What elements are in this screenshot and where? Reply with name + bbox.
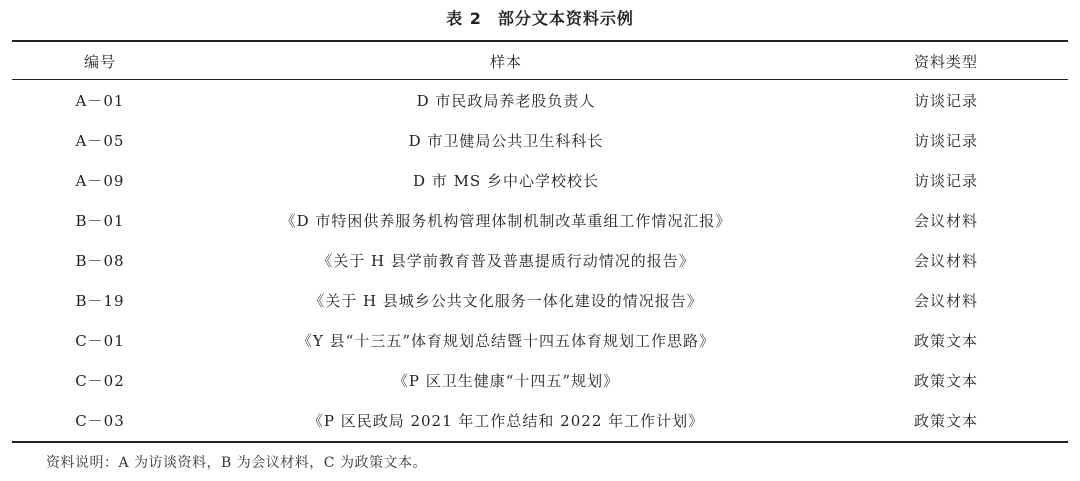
row-sample: 《P 区卫生健康“十四五”规划》: [392, 371, 620, 390]
row-type: 政策文本: [913, 411, 978, 430]
row-sample: D 市 MS 乡中心学校校长: [413, 171, 599, 190]
row-id: A－05: [75, 131, 125, 150]
row-sample: 《关于 H 县学前教育普及普惠提质行动情况的报告》: [317, 251, 695, 270]
row-sample: 《关于 H 县城乡公共文化服务一体化建设的情况报告》: [309, 291, 703, 310]
table-row: [12, 120, 1068, 160]
row-id: B－08: [75, 251, 125, 270]
table-row: [12, 80, 1068, 120]
row-sample: D 市民政局养老股负责人: [416, 91, 596, 110]
row-id: B－19: [75, 291, 125, 310]
table-caption: [0, 6, 1080, 29]
row-id: A－09: [75, 171, 125, 190]
row-type: 政策文本: [913, 331, 978, 350]
table-note: 资料说明：A 为访谈资料，B 为会议材料，C 为政策文本。: [46, 455, 427, 471]
row-type: 访谈记录: [913, 171, 978, 190]
row-id: B－01: [75, 211, 125, 230]
row-type: 会议材料: [913, 211, 978, 230]
row-sample: 《P 区民政局 2021 年工作总结和 2022 年工作计划》: [307, 411, 705, 430]
row-type: 访谈记录: [913, 131, 978, 150]
row-id: C－02: [75, 371, 125, 390]
row-id: C－01: [75, 331, 125, 350]
table-row: [12, 160, 1068, 200]
table-bottom-rule: [12, 441, 1068, 443]
row-sample: D 市卫健局公共卫生科科长: [408, 131, 604, 150]
table-row: [12, 240, 1068, 280]
row-id: C－03: [75, 411, 125, 430]
row-type: 会议材料: [913, 291, 978, 310]
table-number: 表 2: [446, 9, 482, 28]
row-type: 会议材料: [913, 251, 978, 270]
table-row: [12, 280, 1068, 320]
row-type: 访谈记录: [913, 91, 978, 110]
table-header-row: [12, 41, 1068, 81]
table-row: [12, 400, 1068, 440]
row-sample: 《Y 县“十三五”体育规划总结暨十四五体育规划工作思路》: [296, 331, 715, 350]
row-type: 政策文本: [913, 371, 978, 390]
table-row: [12, 320, 1068, 360]
header-type: 资料类型: [913, 52, 978, 71]
row-sample: 《D 市特困供养服务机构管理体制机制改革重组工作情况汇报》: [280, 211, 732, 230]
table-row: [12, 360, 1068, 400]
header-sample: 样本: [489, 52, 522, 71]
header-id: 编号: [83, 52, 116, 71]
table-title: 部分文本资料示例: [497, 9, 634, 28]
row-id: A－01: [75, 91, 125, 110]
table-row: [12, 200, 1068, 240]
